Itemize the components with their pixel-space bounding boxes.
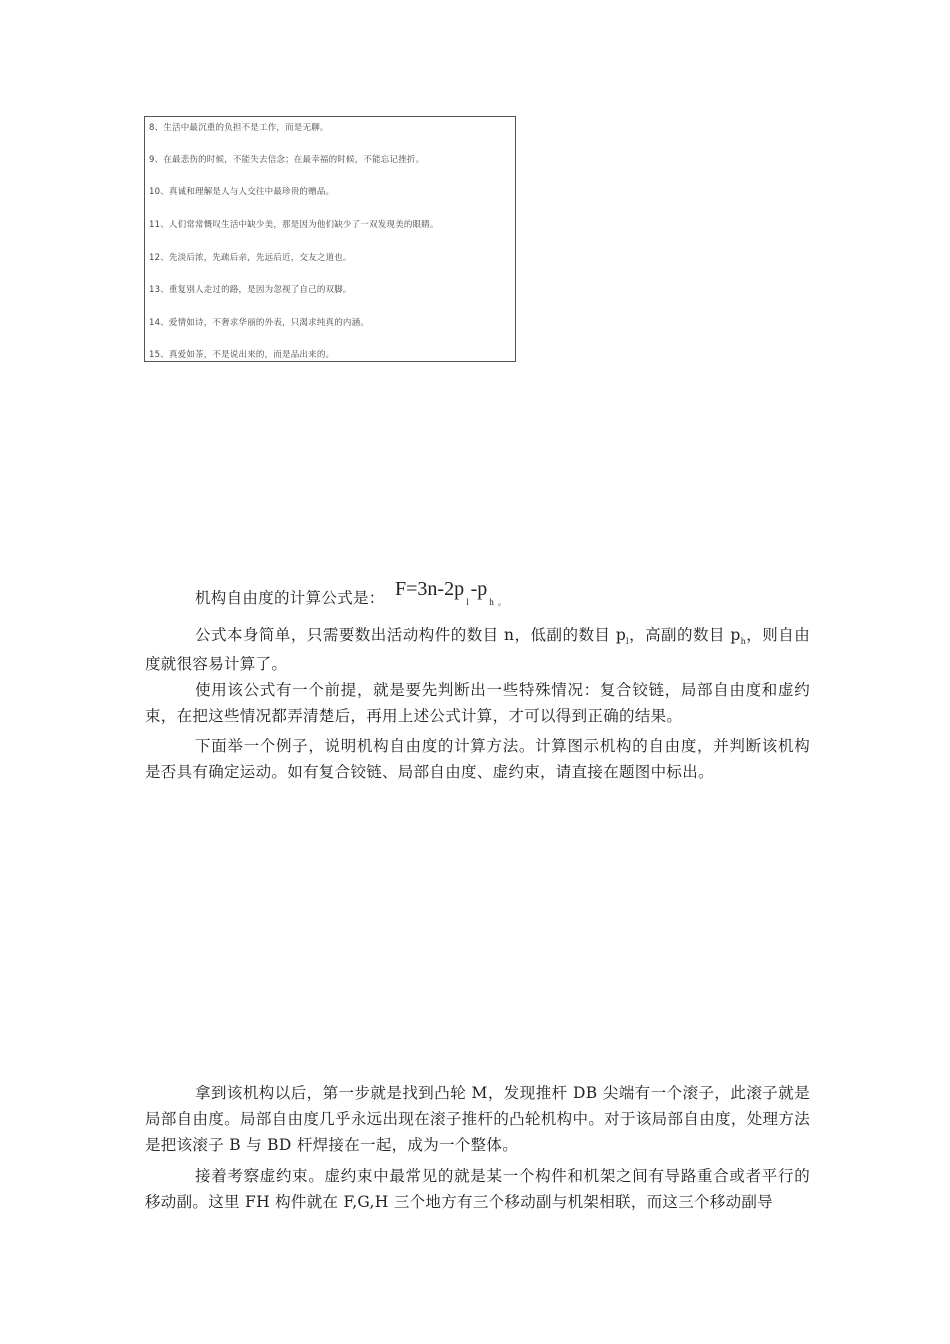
quote-item: 9、在最悲伤的时候，不能失去信念；在最幸福的时候，不能忘记挫折。: [149, 155, 425, 165]
formula-sub-h: h: [489, 597, 494, 607]
para1-text-b: ，高副的数目 p: [628, 626, 741, 644]
quote-item: 15、真爱如茶，不是说出来的，而是品出来的。: [149, 350, 335, 360]
paragraph-formula-explain: [145, 622, 810, 677]
paragraph-local-dof: 拿到该机构以后，第一步就是找到凸轮 M，发现推杆 DB 尖端有一个滚子，此滚子就是局部自由度。局部自由度几乎永远出现在滚子推杆的凸轮机构中。对于该局部自由度，处理方法是把该滚子 B 与 BD 杆焊接在一起，成为一个整体。: [145, 1084, 810, 1154]
paragraph-redundant-constraint: 接着考察虚约束。虚约束中最常见的就是某一个构件和机架之间有导路重合或者平行的移动副。这里 FH 构件就在 F,G,H 三个地方有三个移动副与机架相联，而这三个移动副导: [145, 1167, 810, 1211]
formula-mid: -p: [470, 578, 488, 600]
quote-item: 8、生活中最沉重的负担不是工作，而是无聊。: [149, 123, 329, 133]
formula-main: F=3n-2p: [395, 578, 465, 600]
formula-label: 机构自由度的计算公式是：: [195, 589, 385, 607]
para1-sub-l: l: [626, 637, 629, 646]
paragraph-premise: 使用该公式有一个前提，就是要先判断出一些特殊情况：复合铰链，局部自由度和虚约束，在把这些情况都弄清楚后，再用上述公式计算，才可以得到正确的结果。: [145, 681, 810, 725]
dof-formula: [395, 578, 509, 607]
formula-sub-l: l: [466, 597, 469, 607]
quote-list-image: [144, 116, 516, 362]
quote-item: 14、爱情如诗，不奢求华丽的外表，只渴求纯真的内涵。: [149, 318, 370, 328]
para1-text-c: ，则自由度就很容易计算了。: [145, 626, 810, 673]
paragraph-example: 下面举一个例子，说明机构自由度的计算方法。计算图示机构的自由度，并判断该机构是否具有确定运动。如有复合铰链、局部自由度、虚约束，请直接在题图中标出。: [145, 737, 810, 781]
formula-end: 。: [497, 597, 507, 607]
quote-item: 13、重复别人走过的路，是因为忽视了自己的双脚。: [149, 285, 352, 295]
para1-text-a: 公式本身简单，只需要数出活动构件的数目 n，低副的数目 p: [195, 626, 627, 644]
quote-item: 12、先淡后浓，先疏后亲，先远后近，交友之道也。: [149, 253, 352, 263]
quote-item: 11、人们常常慨叹生活中缺少美，那是因为他们缺少了一双发现美的眼睛。: [149, 220, 439, 230]
quote-item: 10、真诚和理解是人与人交往中最珍贵的赠品。: [149, 187, 335, 197]
para1-sub-h: h: [740, 637, 747, 646]
